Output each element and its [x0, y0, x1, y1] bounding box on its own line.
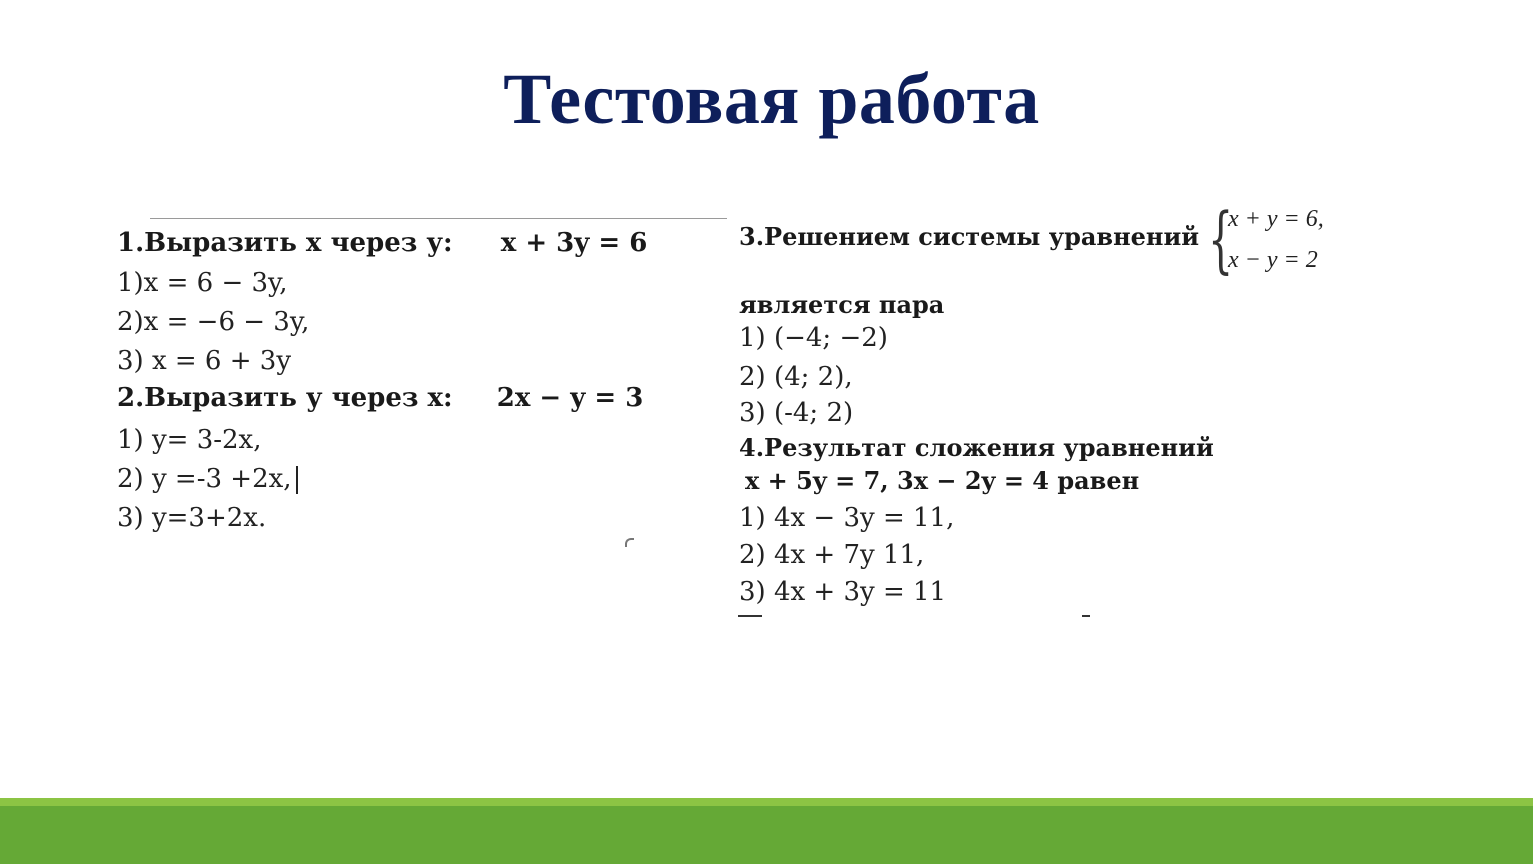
q3-option-3: 3) (-4; 2) — [739, 398, 854, 428]
equation-system — [1208, 197, 1348, 282]
brace-icon: { — [1208, 197, 1234, 281]
question-3-continuation: является пара — [739, 290, 945, 319]
stray-mark — [625, 538, 634, 547]
footer-band-dark — [0, 806, 1533, 864]
slide-title: Тестовая работа — [503, 59, 1040, 139]
stray-mark — [738, 615, 762, 617]
question-4-equations: x + 5y = 7, 3x − 2y = 4 равен — [745, 466, 1140, 495]
q1-option-2: 2)x = −6 − 3y, — [117, 307, 310, 337]
stray-mark — [1082, 615, 1090, 617]
q2-option-2: 2) y =-3 +2x, — [117, 464, 292, 494]
question-3-label: 3.Решением системы уравнений — [739, 222, 1200, 251]
q2-option-3: 3) y=3+2x. — [117, 503, 267, 533]
text-cursor — [296, 466, 298, 494]
divider-line — [150, 218, 727, 219]
q3-option-2: 2) (4; 2), — [739, 362, 853, 392]
question-1-label: 1.Выразить х через у: — [117, 228, 453, 258]
question-1 — [117, 228, 647, 258]
footer-band-light — [0, 798, 1533, 806]
question-4-label: 4.Результат сложения уравнений — [739, 433, 1214, 462]
q4-option-1: 1) 4x − 3y = 11, — [739, 503, 955, 533]
question-1-equation: x + 3y = 6 — [500, 228, 648, 258]
q4-option-3: 3) 4x + 3y = 11 — [739, 577, 947, 607]
system-equation-1: x + y = 6, — [1228, 206, 1324, 232]
q3-option-1: 1) (−4; −2) — [739, 323, 888, 353]
question-2-label: 2.Выразить у через х: — [117, 383, 453, 413]
q2-option-1: 1) y= 3-2x, — [117, 425, 262, 455]
question-2-equation: 2x − y = 3 — [496, 383, 644, 413]
q1-option-3: 3) x = 6 + 3y — [117, 346, 292, 376]
question-2 — [117, 383, 643, 413]
q4-option-2: 2) 4x + 7y 11, — [739, 540, 925, 570]
system-equation-2: x − y = 2 — [1228, 247, 1318, 273]
q1-option-1: 1)x = 6 − 3y, — [117, 268, 288, 298]
